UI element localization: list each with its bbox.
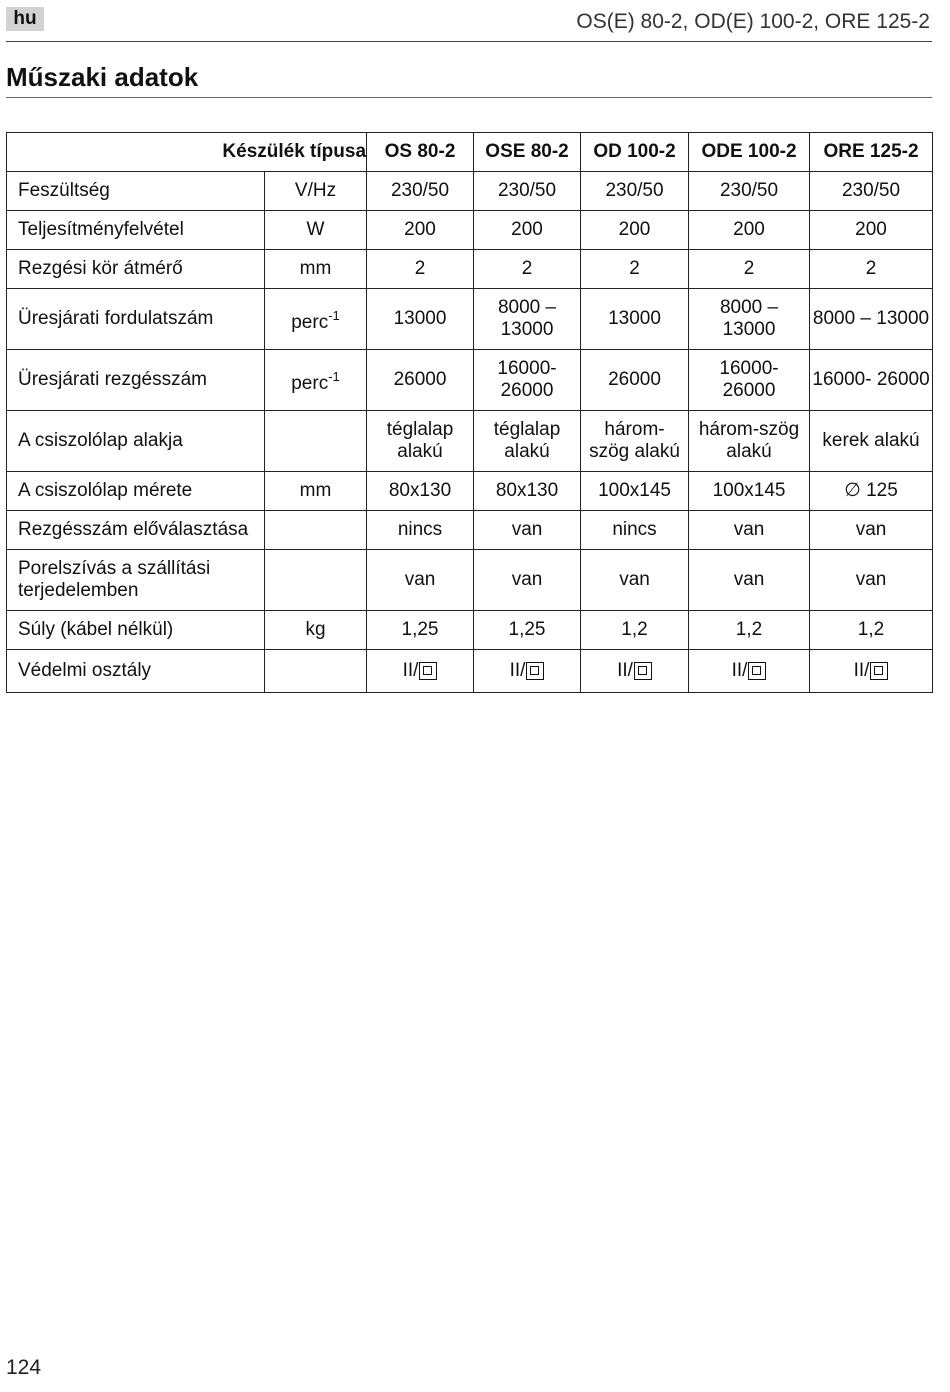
- table-row-sheet-size: [7, 472, 933, 511]
- table-row-orbit-diameter: [7, 250, 933, 289]
- table-cell: 13000: [367, 289, 474, 350]
- unit-superscript: -1: [328, 368, 340, 384]
- table-cell: 8000 – 13000: [474, 289, 581, 350]
- row-label: Teljesítményfelvétel: [7, 211, 265, 250]
- double-insulation-icon: [870, 662, 888, 680]
- table-cell: van: [810, 511, 933, 550]
- page-number: 124: [6, 1356, 42, 1379]
- row-unit: kg: [265, 611, 367, 650]
- table-cell: három-szög alakú: [689, 411, 810, 472]
- table-cell: 1,2: [581, 611, 689, 650]
- protection-class-text: II/: [731, 660, 748, 681]
- table-cell: [581, 650, 689, 693]
- language-badge: hu: [6, 7, 44, 31]
- model-header: OSE 80-2: [474, 133, 581, 172]
- table-cell: 2: [689, 250, 810, 289]
- table-cell: 16000- 26000: [810, 350, 933, 411]
- table-cell: 230/50: [689, 172, 810, 211]
- unit-text: perc: [291, 311, 329, 333]
- model-header: OS 80-2: [367, 133, 474, 172]
- row-unit: mm: [265, 250, 367, 289]
- table-cell: 26000: [367, 350, 474, 411]
- table-cell: [689, 650, 810, 693]
- table-cell: 230/50: [581, 172, 689, 211]
- row-label: Védelmi osztály: [7, 650, 265, 693]
- double-insulation-icon: [748, 662, 766, 680]
- row-unit: [265, 511, 367, 550]
- section-title: Műszaki adatok: [6, 62, 199, 92]
- table-cell: 230/50: [474, 172, 581, 211]
- table-cell: 80x130: [474, 472, 581, 511]
- table-cell: három- szög alakú: [581, 411, 689, 472]
- table-cell: 16000- 26000: [474, 350, 581, 411]
- row-label: Porelszívás a szállítási terjedelemben: [7, 550, 265, 611]
- table-cell: kerek alakú: [810, 411, 933, 472]
- row-label: A csiszolólap mérete: [7, 472, 265, 511]
- table-cell: van: [474, 550, 581, 611]
- table-cell: 100x145: [689, 472, 810, 511]
- row-unit: [265, 550, 367, 611]
- row-unit: W: [265, 211, 367, 250]
- table-row-sheet-shape: [7, 411, 933, 472]
- table-row-power: [7, 211, 933, 250]
- table-cell: 1,2: [689, 611, 810, 650]
- protection-class-text: II/: [853, 660, 870, 681]
- unit-text: perc: [291, 372, 329, 394]
- model-header: OD 100-2: [581, 133, 689, 172]
- double-insulation-icon: [526, 662, 544, 680]
- row-label: Rezgési kör átmérő: [7, 250, 265, 289]
- table-cell: 2: [367, 250, 474, 289]
- model-header: ODE 100-2: [689, 133, 810, 172]
- table-row-speed-preselection: [7, 511, 933, 550]
- row-unit: [265, 650, 367, 693]
- table-cell: nincs: [367, 511, 474, 550]
- table-cell: ∅ 125: [810, 472, 933, 511]
- table-cell: 100x145: [581, 472, 689, 511]
- table-cell: [810, 650, 933, 693]
- table-cell: 2: [810, 250, 933, 289]
- table-cell: 2: [581, 250, 689, 289]
- table-cell: [474, 650, 581, 693]
- table-cell: 1,2: [810, 611, 933, 650]
- table-cell: 13000: [581, 289, 689, 350]
- table-cell: van: [689, 511, 810, 550]
- table-cell: 200: [689, 211, 810, 250]
- header-divider: [6, 41, 932, 42]
- table-cell: 8000 – 13000: [810, 289, 933, 350]
- document-model-header: OS(E) 80-2, OD(E) 100-2, ORE 125-2: [576, 10, 930, 33]
- table-row-dust-extraction: [7, 550, 933, 611]
- table-cell: 200: [474, 211, 581, 250]
- table-row-voltage: [7, 172, 933, 211]
- table-cell: van: [581, 550, 689, 611]
- table-cell: téglalap alakú: [367, 411, 474, 472]
- row-unit: V/Hz: [265, 172, 367, 211]
- table-row-idle-speed: [7, 289, 933, 350]
- table-cell: van: [367, 550, 474, 611]
- table-row-weight: [7, 611, 933, 650]
- table-cell: van: [689, 550, 810, 611]
- table-row-idle-orbit-rate: [7, 350, 933, 411]
- table-cell: 80x130: [367, 472, 474, 511]
- row-unit: [265, 411, 367, 472]
- technical-data-table: [6, 132, 933, 693]
- table-cell: van: [810, 550, 933, 611]
- row-unit: mm: [265, 472, 367, 511]
- row-unit: [265, 289, 367, 350]
- table-cell: [367, 650, 474, 693]
- table-cell: téglalap alakú: [474, 411, 581, 472]
- table-cell: 200: [367, 211, 474, 250]
- row-label: Rezgésszám előválasztása: [7, 511, 265, 550]
- double-insulation-icon: [634, 662, 652, 680]
- table-cell: 2: [474, 250, 581, 289]
- table-cell: nincs: [581, 511, 689, 550]
- row-label: Feszültség: [7, 172, 265, 211]
- unit-superscript: -1: [328, 307, 340, 323]
- row-label: Súly (kábel nélkül): [7, 611, 265, 650]
- row-label: Üresjárati fordulatszám: [7, 289, 265, 350]
- table-row-protection-class: [7, 650, 933, 693]
- model-header: ORE 125-2: [810, 133, 933, 172]
- title-divider: [6, 97, 932, 98]
- table-cell: 200: [581, 211, 689, 250]
- table-cell: 230/50: [810, 172, 933, 211]
- table-cell: van: [474, 511, 581, 550]
- row-label: A csiszolólap alakja: [7, 411, 265, 472]
- table-header-row: [7, 133, 933, 172]
- protection-class-text: II/: [509, 660, 526, 681]
- table-cell: 8000 – 13000: [689, 289, 810, 350]
- table-cell: 1,25: [367, 611, 474, 650]
- table-cell: 26000: [581, 350, 689, 411]
- table-cell: 16000- 26000: [689, 350, 810, 411]
- table-cell: 200: [810, 211, 933, 250]
- device-type-label: Készülék típusa: [7, 133, 367, 172]
- table-cell: 230/50: [367, 172, 474, 211]
- table-cell: 1,25: [474, 611, 581, 650]
- protection-class-text: II/: [617, 660, 633, 681]
- protection-class-text: II/: [402, 660, 419, 681]
- row-unit: [265, 350, 367, 411]
- double-insulation-icon: [419, 662, 437, 680]
- row-label: Üresjárati rezgésszám: [7, 350, 265, 411]
